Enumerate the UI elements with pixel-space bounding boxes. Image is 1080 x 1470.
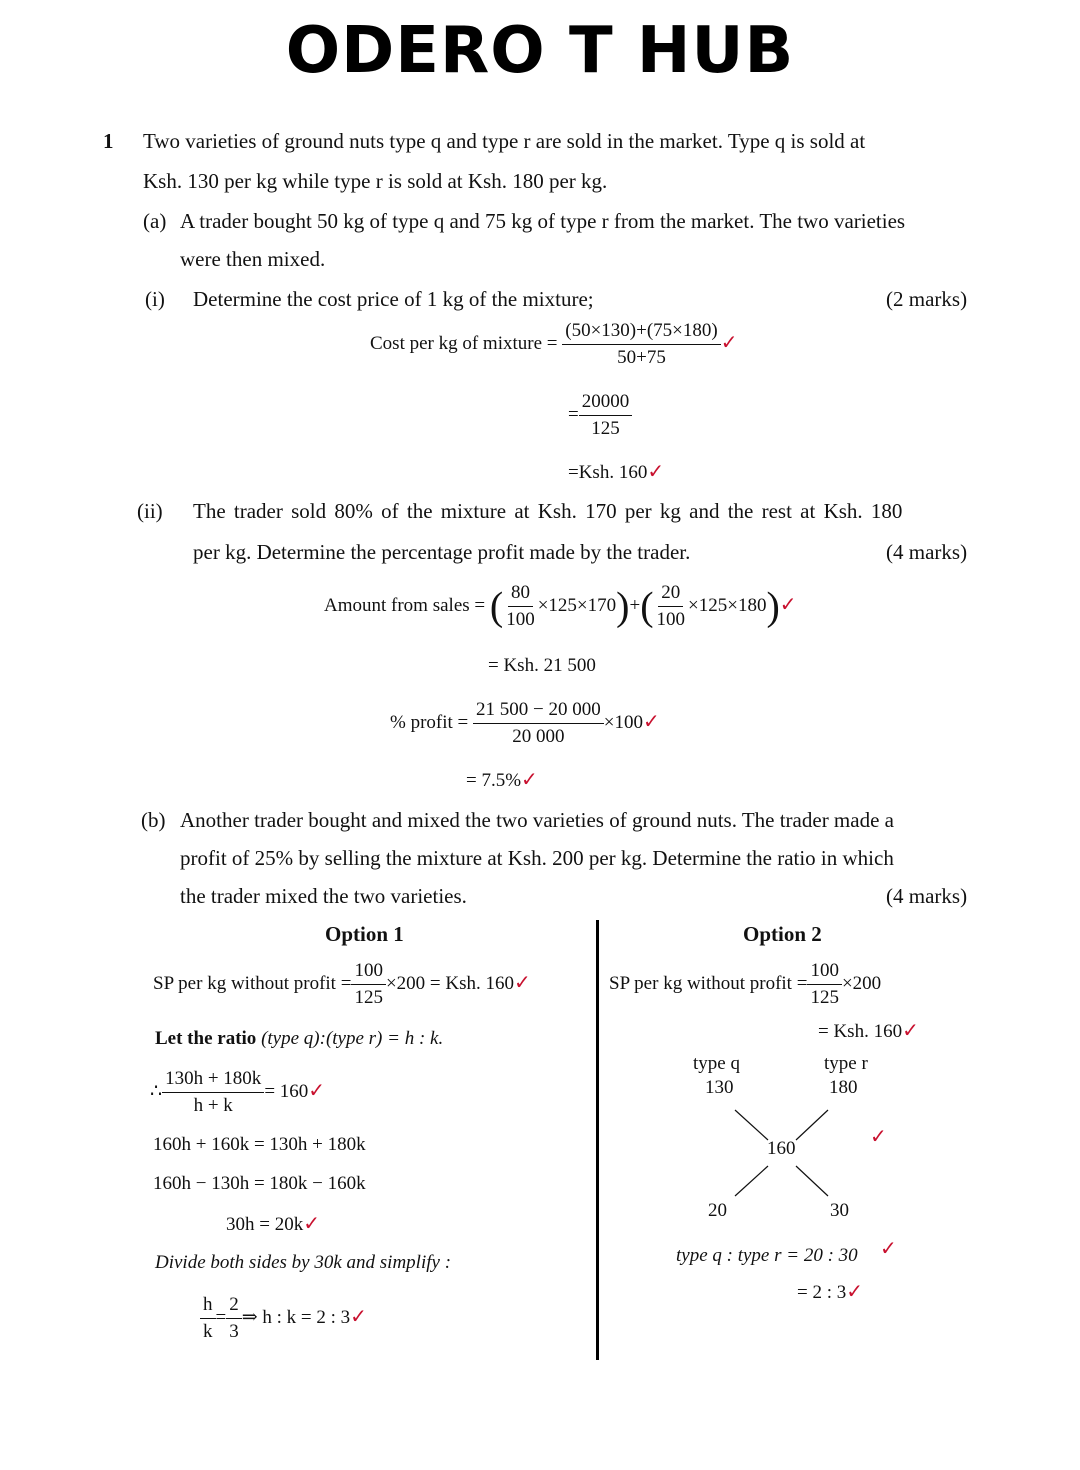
cost-step2: = $\frac{20000}{125}$: [568, 389, 632, 442]
left-diff: 20: [708, 1200, 727, 1221]
cost-label: Cost per kg of mixture =: [370, 332, 558, 354]
part-a-line1: A trader bought 50 kg of type q and 75 kg of type r from the market. The two varieties: [180, 209, 906, 233]
step2-denominator: 125: [591, 418, 620, 439]
tick-mark: ✓: [846, 1281, 864, 1303]
profit-result: = 7.5%✓: [466, 769, 538, 791]
right-diff: 30: [830, 1200, 849, 1221]
profit-fraction: $\frac{21 500 - 20 000}{20 000}$: [473, 697, 604, 750]
tick-mark: ✓: [642, 710, 660, 733]
cross-line-top-right: [796, 1110, 828, 1140]
part-ii-line2: per kg. Determine the percentage profit made by the trader.: [193, 540, 691, 564]
tick-mark: ✓: [902, 1020, 919, 1042]
part-ii-line1: The trader sold 80% of the mixture at Ksh. 170 per kg and the rest at Ksh. 180: [193, 499, 903, 523]
tick-mark: ✓: [513, 971, 531, 994]
option1-heading: Option 1: [325, 922, 404, 946]
tick-mark: ✓: [880, 1238, 897, 1260]
part-b-line2: profit of 25% by selling the mixture at Ksh. 200 per kg. Determine the ratio in which: [180, 846, 894, 870]
tick-mark: ✓: [779, 593, 797, 616]
sales-result: = Ksh. 21 500: [488, 655, 596, 676]
part-ii-marks: (4 marks): [886, 540, 968, 564]
question-number: 1: [103, 129, 114, 153]
center-value: 160: [767, 1138, 796, 1159]
type-r-label: type r: [824, 1053, 868, 1074]
tick-mark: ✓: [308, 1079, 326, 1102]
question-intro-line1: Two varieties of ground nuts type q and type r are sold in the market. Type q is sold at: [143, 129, 866, 153]
cost-result-text: =Ksh. 160: [568, 462, 648, 483]
option2-heading: Option 2: [743, 922, 822, 946]
option1-divide-text: Divide both sides by 30k and simplify :: [155, 1252, 452, 1273]
cross-line-bottom-left: [735, 1166, 768, 1196]
option1-ratio-statement: Let the ratio (type q):(type r) = h : k.: [155, 1028, 444, 1049]
option1-sp-equation: SP per kg without profit = $\frac{100}{125}$ ×200 = Ksh. 160✓: [153, 960, 531, 1008]
step2-numerator: 20000: [579, 389, 633, 416]
part-b-label: (b): [141, 808, 166, 832]
option1-eq4: 30h = 20k✓: [226, 1213, 320, 1235]
cost-numerator: (50×130)+(75×180): [562, 318, 720, 345]
part-a-line2: were then mixed.: [180, 247, 326, 271]
part-i-label: (i): [145, 287, 165, 311]
option2-sp-equation: SP per kg without profit = $\frac{100}{125}$ ×200: [609, 960, 882, 1008]
tick-mark: ✓: [647, 461, 665, 483]
option2-ratio-result: = 2 : 3✓: [797, 1281, 864, 1303]
part-b-marks: (4 marks): [886, 884, 968, 908]
profit-label: % profit =: [390, 711, 469, 733]
part-b-line1: Another trader bought and mixed the two varieties of ground nuts. The trader made a: [180, 808, 894, 832]
type-q-label: type q: [693, 1053, 740, 1074]
tick-mark: ✓: [521, 769, 538, 791]
page-title: ODERO T HUB: [285, 14, 795, 88]
tick-mark: ✓: [350, 1305, 367, 1328]
tick-mark: ✓: [870, 1126, 887, 1148]
sales-fraction-2: $\frac{20}{100}$: [656, 582, 686, 630]
part-i-text: Determine the cost price of 1 kg of the mixture;: [193, 287, 594, 311]
option2-ratio-line: type q : type r = 20 : 30: [676, 1245, 858, 1266]
sales-equation: Amount from sales = ( $\frac{80}{100}$ ×125×170)+( $\frac{20}{100}$ ×125×180)✓: [324, 580, 797, 633]
type-r-value: 180: [829, 1077, 858, 1098]
cross-line-bottom-right: [796, 1166, 828, 1196]
option1-eq3: 160h − 130h = 180k − 160k: [153, 1173, 366, 1194]
part-i-marks: (2 marks): [886, 287, 968, 311]
sales-label: Amount from sales =: [324, 594, 486, 616]
tick-mark: ✓: [303, 1213, 320, 1235]
cost-denominator: 50+75: [617, 347, 666, 368]
sales-fraction-1: $\frac{80}{100}$: [506, 582, 535, 630]
part-b-line3: the trader mixed the two varieties.: [180, 884, 467, 908]
option1-eq1: ∴ $\frac{130h + 180k}{h + k}$ = 160✓: [150, 1068, 326, 1116]
part-ii-label: (ii): [137, 499, 163, 523]
question-intro-line2: Ksh. 130 per kg while type r is sold at Ksh. 180 per kg.: [143, 169, 608, 193]
type-q-value: 130: [705, 1077, 734, 1098]
cross-line-top-left: [735, 1110, 768, 1140]
option1-eq2: 160h + 160k = 130h + 180k: [153, 1134, 366, 1155]
option2-sp-result: = Ksh. 160✓: [818, 1020, 919, 1042]
tick-mark: ✓: [720, 331, 738, 354]
part-a-label: (a): [143, 209, 167, 233]
option1-final: $\frac{h}{k}$ = $\frac{2}{3}$ ⇒ h : k = 2 : 3✓: [200, 1292, 367, 1345]
profit-equation: % profit = $\frac{21 500 - 20 000}{20 000}$ ×100✓: [390, 697, 660, 750]
